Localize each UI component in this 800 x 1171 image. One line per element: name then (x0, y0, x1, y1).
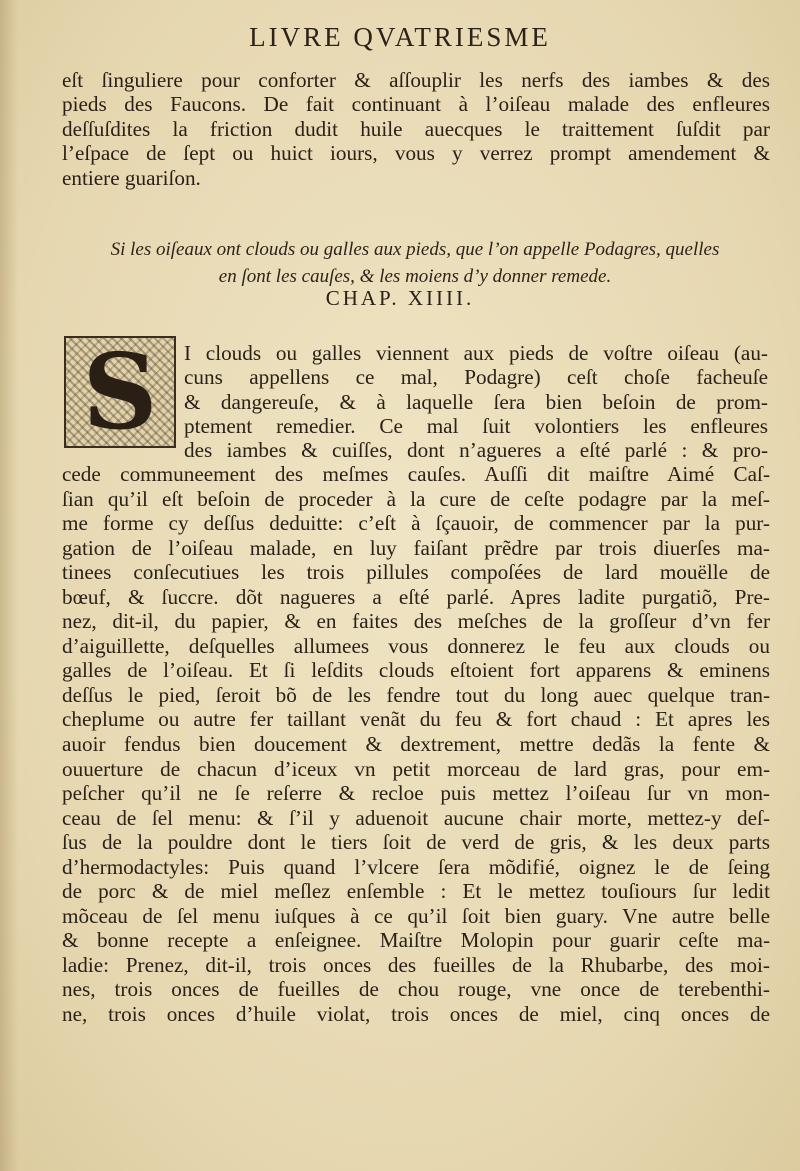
text-line: gation de l’oiſeau malade, en luy faiſant prẽdre par trois diuerſes ma- (62, 535, 770, 560)
initial-letter: S (82, 330, 158, 453)
text-line: & dangereuſe, & à laquelle ſera bien beſoin de prom- (184, 389, 768, 414)
text-line: pieds des Faucons. De fait continuant à l’oiſeau malade des enfleures (62, 92, 770, 117)
top-paragraph (62, 68, 770, 190)
text-line: peſcher qu’il ne ſe reſerre & recloe puis mettez l’oiſeau ſur vn mon- (62, 781, 770, 806)
chapter-title (60, 236, 770, 290)
text-line: I clouds ou galles viennent aux pieds de voſtre oiſeau (au- (184, 341, 768, 365)
text-line: ſus de la pouldre dont le tiers ſoit de verd de gris, & les deux parts (62, 830, 770, 855)
text-line: bœuf, & ſuccre. dõt nagueres a eſté parlé. Apres ladite purgatiõ, Pre- (62, 584, 770, 609)
text-line: ptement remedier. Ce mal ſuit volontiers les enfleures (184, 413, 768, 438)
chapter-title-line: Si les oiſeaux ont clouds ou galles aux pieds, que l’on appelle Podagres, quelles (110, 239, 720, 260)
chapter-body (62, 462, 770, 1027)
text-line: nes, trois onces de fueilles de chou rouge, vne once de terebenthi- (62, 977, 770, 1002)
running-head: LIVRE QVATRIESME (249, 22, 551, 52)
text-line: cheplume ou autre fer taillant venãt du feu & fort chaud : Et apres les (62, 707, 770, 732)
text-line: deſſuſdites la friction dudit huile auecques le traittement ſuſdit par (62, 116, 770, 141)
text-line: ouuerture de chacun d’iceux vn petit morceau de lard gras, pour em- (62, 756, 770, 781)
text-line: l’eſpace de ſept ou huict iours, vous y verrez prompt amendement & (62, 141, 770, 166)
decorated-initial (64, 330, 176, 453)
text-line: ceau de ſel menu: & ſ’il y aduenoit aucune chair morte, mettez-y deſ- (62, 805, 770, 830)
text-line: tinees conſecutiues les trois pillules compoſées de lard mouëlle de (62, 560, 770, 585)
text-line: cuns appellens ce mal, Podagre) ceſt choſe facheuſe (184, 365, 768, 390)
text-line: d’hermodactyles: Puis quand l’vlcere ſera mõdifié, oignez le de ſeing (62, 854, 770, 879)
text-line: ne, trois onces d’huile violat, trois onces de miel, cinq onces de (62, 1002, 770, 1027)
text-line: nez, dit-il, du papier, & en faites des meſches de la groſſeur d’vn fer (62, 609, 770, 634)
text-line: ladie: Prenez, dit-il, trois onces des fueilles de la Rhubarbe, des moi- (62, 952, 770, 977)
text-line: mõceau de ſel menu iuſques à ce qu’il ſoit bien guary. Vne autre belle (62, 903, 770, 928)
text-line: de porc & de miel meſlez enſemble : Et le mettez touſiours ſur ledit (62, 879, 770, 904)
binding-shadow (0, 0, 18, 1171)
text-line: eſt ſinguliere pour conforter & aſſouplir les nerfs des iambes & des (62, 68, 770, 92)
text-line: auoir fendus bien doucement & dextrement, mettre dedãs la fente & (62, 732, 770, 757)
chapter-number: CHAP. XIIII. (325, 286, 475, 310)
text-line: entiere guariſon. (62, 165, 201, 190)
text-line: me forme cy deſſus deduitte: c’eſt à ſçauoir, de commencer par la pur- (62, 511, 770, 536)
text-line: ſian qu’il eſt beſoin de proceder à la cure de ceſte podagre par la meſ- (62, 486, 770, 511)
text-line: des iambes & cuiſſes, dont n’agueres a eſté parlé : & pro- (184, 438, 768, 463)
text-line: galles de l’oiſeau. Et ſi leſdits clouds eſtoient fort apparens & eminens (62, 658, 770, 683)
text-line: & bonne recepte a enſeignee. Maiſtre Molopin pour guarir ceſte ma- (62, 928, 770, 953)
chapter-opening-lines (184, 341, 768, 462)
text-line: deſſus le pied, ſeroit bõ de les fendre tout du long auec quelque tran- (62, 682, 770, 707)
text-line: d’aiguillette, deſquelles allumees vous donnerez le feu aux clouds ou (62, 633, 770, 658)
text-line: cede communeement des meſmes cauſes. Auſſi dit maiſtre Aimé Caſ- (62, 462, 770, 486)
chapter-title-line: en ſont les cauſes, & les moiens d’y donner remede. (218, 266, 612, 287)
